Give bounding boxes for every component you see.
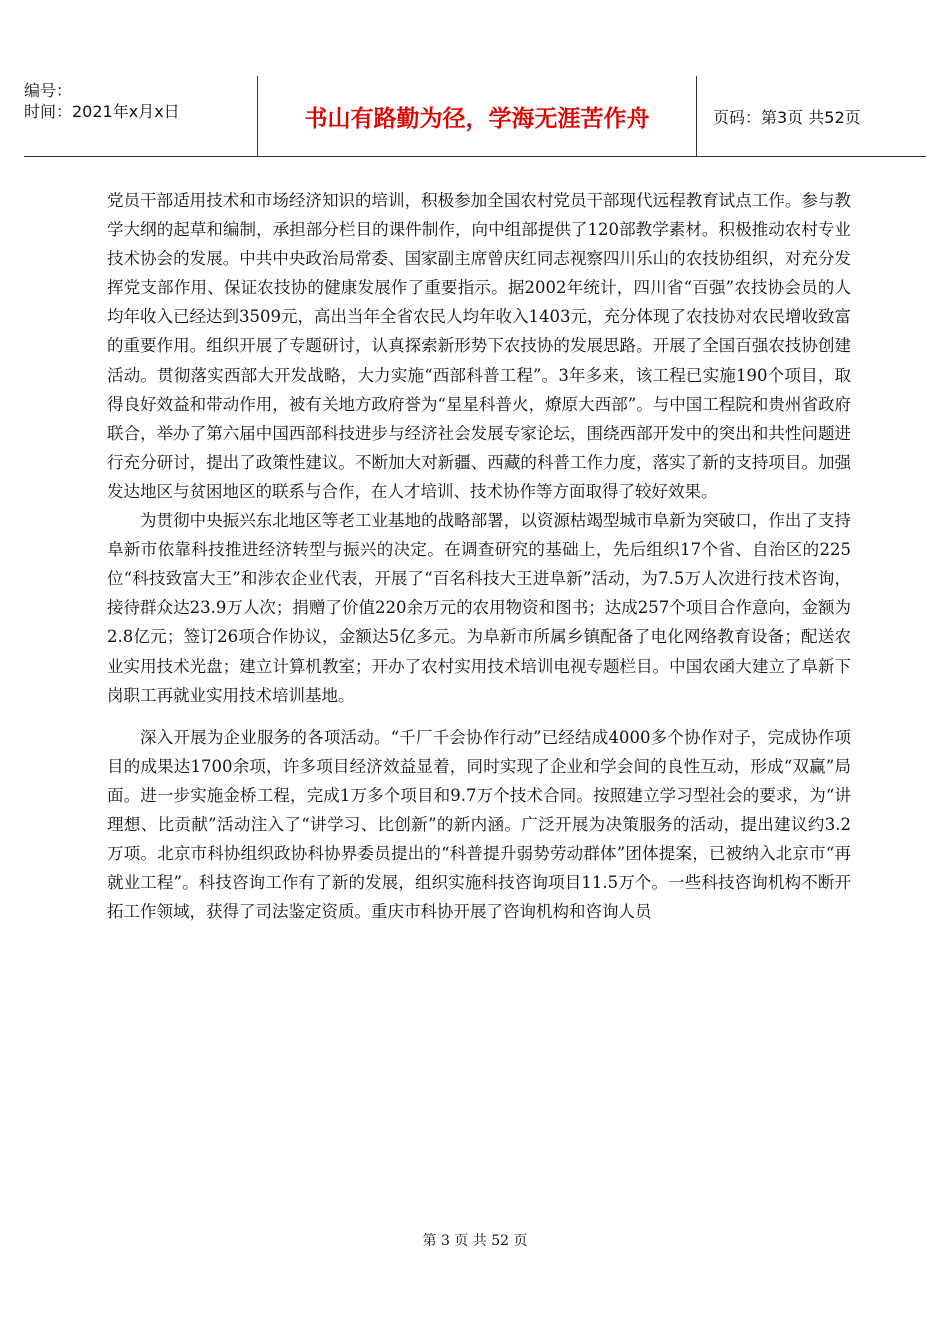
page-header [24, 76, 926, 157]
header-page-label: 页码：第3页 共52页 [713, 107, 861, 127]
header-meta [24, 80, 257, 122]
body-paragraph: 为贯彻中央振兴东北地区等老工业基地的战略部署，以资源枯竭型城市阜新为突破口，作出了支持阜新市依靠科技推进经济转型与振兴的决定。在调查研究的基础上，先后组织17个省、自治区的225位“科技致富大王”和涉农企业代表，开展了“百名科技大王进阜新”活动，为7.5万人次进行技术咨询，接待群众达23.9万人次；捐赠了价值220余万元的农用物资和图书；达成257个项目合作意向，金额为2.8亿元；签订26项合作协议，金额达5亿多元。为阜新市所属乡镇配备了电化网络教育设备；配送农业实用技术光盘；建立计算机教室；开办了农村实用技术培训电视专题栏目。中国农函大建立了阜新下岗职工再就业实用技术培训基地。 [107, 511, 851, 705]
document-time-label: 时间：2021年x月x日 [24, 102, 180, 121]
body-paragraph: 党员干部适用技术和市场经济知识的培训，积极参加全国农村党员干部现代远程教育试点工作。参与教学大纲的起草和编制，承担部分栏目的课件制作，向中组部提供了120部教学素材。积极推动农村专业技术协会的发展。中共中央政治局常委、国家副主席曾庆红同志视察四川乐山的农技协组织，对充分发挥党支部作用、保证农技协的健康发展作了重要指示。据2002年统计，四川省“百强”农技协会员的人均年收入已经达到3509元，高出当年全省农民人均年收入1403元，充分体现了农技协对农民增收致富的重要作用。组织开展了专题研讨，认真探索新形势下农技协的发展思路。开展了全国百强农技协创建活动。贯彻落实西部大开发战略，大力实施“西部科普工程”。3年多来，该工程已实施190个项目，取得良好效益和带动作用，被有关地方政府誉为“星星科普火，燎原大西部”。与中国工程院和贵州省政府联合，举办了第六届中国西部科技进步与经济社会发展专家论坛，围绕西部开发中的突出和共性问题进行充分研讨，提出了政策性建议。不断加大对新疆、西藏的科普工作力度，落实了新的支持项目。加强发达地区与贫困地区的联系与合作，在人才培训、技术协作等方面取得了较好效果。 [107, 191, 851, 501]
page-footer: 第 3 页 共 52 页 [422, 1233, 528, 1249]
body-paragraph: 深入开展为企业服务的各项活动。“千厂千会协作行动”已经结成4000多个协作对子，完成协作项目的成果达1700余项，许多项目经济效益显着，同时实现了企业和学会间的良性互动，形成“双赢”局面。进一步实施金桥工程，完成1万多个项目和9.7万个技术合同。按照建立学习型社会的要求，为“讲理想、比贡献”活动注入了“讲学习、比创新”的新内涵。广泛开展为决策服务的活动，提出建议约3.2万项。北京市科协组织政协科协界委员提出的“科普提升弱势劳动群体”团体提案，已被纳入北京市“再就业工程”。科技咨询工作有了新的发展，组织实施科技咨询项目11.5万个。一些科技咨询机构不断开拓工作领域，获得了司法鉴定资质。重庆市科协开展了咨询机构和咨询人员 [107, 727, 851, 922]
document-body [107, 186, 851, 926]
header-motto: 书山有路勤为径，学海无涯苦作舟 [257, 76, 697, 156]
document-number-label: 编号： [24, 81, 73, 100]
